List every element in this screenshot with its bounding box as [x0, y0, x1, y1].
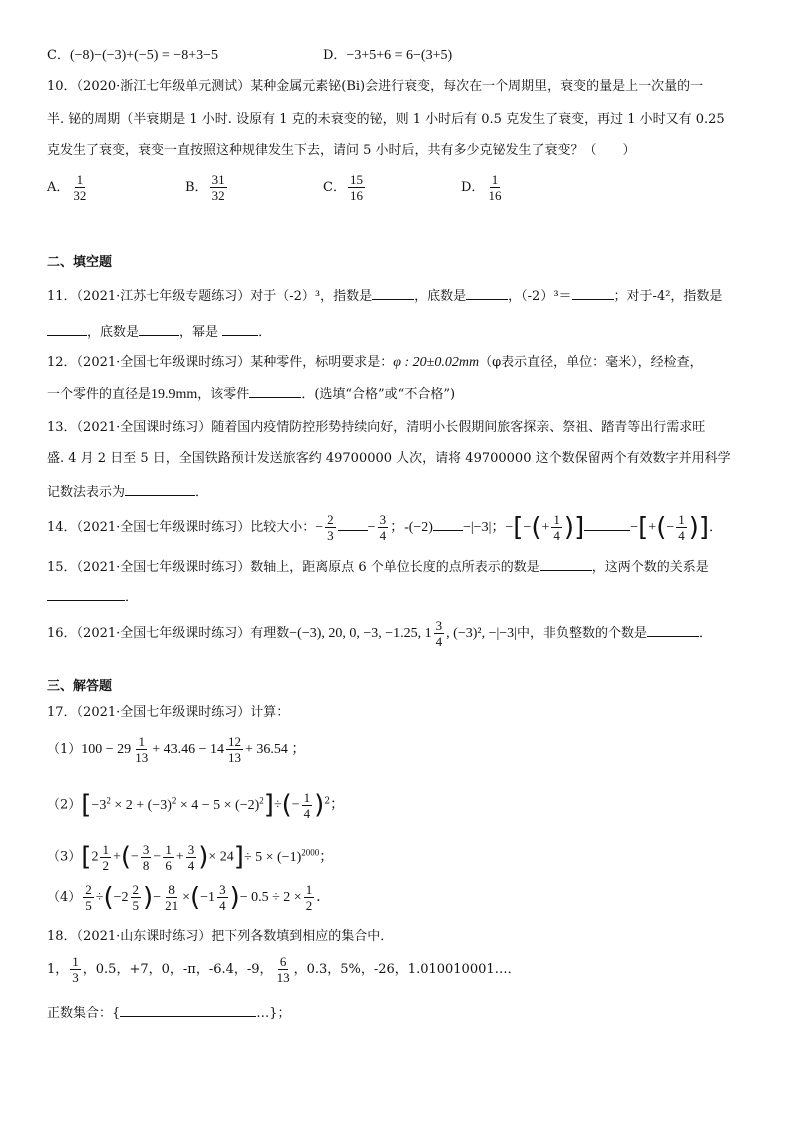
- q13-text: ．: [195, 485, 209, 500]
- part-label: （2）: [47, 797, 82, 813]
- fraction: [676, 512, 687, 543]
- part-label: （3）: [47, 849, 82, 865]
- q15-text: 15．（2021·全国七年级课时练习）数轴上，距离原点 6 个单位长度的点所表示的数是: [47, 560, 540, 575]
- answer-blank[interactable]: [372, 285, 414, 300]
- q17-title: 17．（2021·全国七年级课时练习）计算：: [47, 705, 290, 720]
- q10-option-d: [461, 172, 505, 203]
- option-label: C．: [47, 48, 70, 63]
- numerator: 3: [379, 512, 387, 527]
- q17-part3: （3）[2 $\frac{1}{2}$ +(− $\frac{3}{8}$ − $\frac{1}{6}$ + $\frac{3}{4}$ )× $24]\div 5 \times (-1)^{2000}$；: [47, 841, 334, 873]
- fraction: [325, 512, 336, 543]
- numerator: 1: [76, 172, 84, 187]
- answer-blank[interactable]: [222, 321, 258, 336]
- q9-option-d: [323, 44, 452, 64]
- answer-blank[interactable]: [249, 383, 301, 398]
- q12-text: 12．（2021·全国七年级课时练习）某种零件，标明要求是：: [47, 355, 394, 370]
- q18-text: ，0.5，+7，0，-π，-6.4，-9，: [82, 962, 273, 977]
- q12-text: ．(选填“合格”或“不合格”): [301, 387, 456, 402]
- section-title-fill-in: 二、填空题: [47, 255, 113, 270]
- numerator: 6: [279, 954, 287, 969]
- q18-text: ，0.3，5%，-26，1.010010001…．: [293, 962, 521, 977]
- q11-text: ，底数是: [414, 289, 467, 304]
- q13-line3: [47, 481, 208, 502]
- q15-text: ．: [125, 590, 139, 605]
- q15-line2: [47, 586, 138, 607]
- option-fraction: [71, 172, 88, 203]
- answer-blank[interactable]: [433, 516, 463, 531]
- q10-stem-line3: 克发生了衰变，衰变一直按照这种规律发生下去，请问 5 小时后，共有多少克铋发生了衰变？（ ）: [47, 143, 636, 158]
- option-fraction: [348, 172, 365, 203]
- q12-text: （φ表示直径，单位：毫米），经检查，: [479, 355, 703, 370]
- q16-number-list: −(−3), 20, 0, −3, −1.25, 1: [289, 626, 432, 641]
- answer-blank[interactable]: [540, 556, 592, 571]
- option-fraction: [210, 172, 227, 203]
- q10-option-a: [47, 172, 90, 203]
- answer-blank[interactable]: [125, 481, 195, 496]
- q17-part2: $(2)[-3^2 \times 2 + (-3)^2 \times 4 - 5 \times (-2)^2]\div(-$ $\frac{1}{4}$ )$^2$；: [47, 789, 345, 821]
- q11-text: ；对于-4²，指数是: [613, 289, 723, 304]
- q12-text: ，该零件: [197, 387, 250, 402]
- q18-positive-set: [47, 1002, 291, 1023]
- numerator: 3: [435, 618, 443, 633]
- denominator: 32: [73, 188, 87, 203]
- q16-text: ．: [699, 626, 713, 641]
- q10-option-b: [185, 172, 229, 203]
- q11-text: ．: [258, 325, 272, 340]
- q15-line1: [47, 556, 709, 577]
- q17-part4: （4） $\frac{2}{5}$ ÷(−2 $\frac{2}{5}$ )− $\frac{8}{21}$ ×(−1 $\frac{3}{4}$ )− 0.5 ÷ 2 × $\frac{1}{2}$ ．: [47, 882, 331, 913]
- q14-text: 14．（2021·全国七年级课时练习）比较大小：: [47, 520, 316, 535]
- numerator: 1: [553, 512, 560, 527]
- q18-text: 1，: [47, 962, 69, 977]
- q18-number-list: [47, 952, 521, 988]
- q11-text: ，幂是: [179, 325, 219, 340]
- answer-blank[interactable]: [120, 1002, 256, 1017]
- numerator: 15: [349, 172, 363, 187]
- q11-text: ，底数是: [87, 325, 140, 340]
- option-fraction: [486, 172, 503, 203]
- numerator: 1: [72, 954, 79, 969]
- answer-blank[interactable]: [647, 622, 699, 637]
- q10-stem-line2: 半. 铋的周期（半衰期是 1 小时. 设原有 1 克的未衰变的铋，则 1 小时后有 0.5 克发生了衰变，再过 1 小时又有 0.25: [47, 112, 725, 127]
- answer-blank[interactable]: [139, 321, 179, 336]
- q12-value: 19.9mm: [151, 387, 198, 402]
- q17-part1: （1）100 − 29 $\frac{1}{13}$ + 43.46 − 14 $\frac{12}{13}$ + 36.54 ；: [47, 734, 306, 765]
- q16-text: 中，非负整数的个数是: [517, 626, 648, 641]
- q16-text: 16．（2021·全国七年级课时练习）有理数: [47, 626, 290, 641]
- q14-line: 14．（2021·全国七年级课时练习）比较大小：− $\frac{2}{3}$ − $\frac{3}{4}$ ；-(−2) −|−3|；−[−(+ $\frac{1}{4}$ )] −[+(− $\frac{1}{4}$ )]．: [47, 512, 723, 543]
- numerator: 2: [327, 512, 334, 527]
- part-label: （1）: [47, 742, 82, 757]
- option-label: C．: [323, 180, 346, 195]
- denominator: 16: [349, 188, 363, 203]
- q12-text: 一个零件的直径是: [47, 387, 152, 402]
- q13-line2: 盛. 4 月 2 日至 5 日，全国铁路预计发送旅客约 49700000 人次，请将 49700000 这个数保留两个有效数字并用科学: [47, 451, 731, 466]
- q16-number-list: , (−3)², −|−3|: [446, 626, 517, 641]
- fraction: [551, 512, 562, 543]
- denominator: 3: [327, 528, 334, 543]
- q9-option-c: [47, 44, 218, 64]
- set-label: 正数集合：{: [47, 1006, 121, 1021]
- option-label: B．: [185, 180, 208, 195]
- answer-blank[interactable]: [466, 285, 508, 300]
- option-expression: (−8)−(−3)+(−5) = −8+3−5: [69, 48, 218, 63]
- set-end: …}；: [256, 1006, 291, 1021]
- denominator: 4: [553, 528, 560, 543]
- denominator: 16: [488, 188, 502, 203]
- numerator: 31: [211, 172, 225, 187]
- answer-blank[interactable]: [572, 285, 614, 300]
- numerator: 1: [491, 172, 499, 187]
- option-label: D．: [323, 48, 347, 63]
- option-expression: −3+5+6 = 6−(3+5): [346, 48, 453, 63]
- q14-expr: −|−3|；: [462, 520, 506, 535]
- q12-line2: [47, 383, 455, 404]
- q11-line1: [47, 285, 722, 306]
- q11-line2: [47, 321, 271, 342]
- denominator: 13: [276, 970, 290, 985]
- q16-line: [47, 618, 712, 649]
- denominator: 3: [72, 970, 79, 985]
- q10-stem-line1: 10．（2020·浙江七年级单元测试）某种金属元素铋(Bi)会进行衰变，每次在一个周期里，衰变的量是上一次量的一: [47, 79, 704, 94]
- q13-text: 记数法表示为: [47, 485, 126, 500]
- denominator: 4: [435, 634, 443, 649]
- q13-line1: 13．（2021·全国课时练习）随着国内疫情防控形势持续向好，清明小长假期间旅客探亲、祭祖、踏青等出行需求旺: [47, 420, 706, 435]
- q15-text: ，这两个数的关系是: [591, 560, 709, 575]
- denominator: 32: [211, 188, 225, 203]
- answer-blank[interactable]: [47, 321, 87, 336]
- q12-spec: φ : 20±0.02mm: [393, 355, 480, 370]
- part-label: （4）: [47, 890, 82, 905]
- denominator: 4: [678, 528, 685, 543]
- answer-blank[interactable]: [47, 586, 125, 601]
- q14-expr: ；-(−2): [390, 520, 433, 535]
- denominator: 4: [379, 528, 387, 543]
- q11-text: ，（-2）³＝: [508, 289, 572, 304]
- option-label: A．: [47, 180, 70, 195]
- answer-blank[interactable]: [584, 516, 630, 531]
- fraction: [378, 512, 389, 543]
- answer-blank[interactable]: [338, 516, 368, 531]
- q18-title: 18．（2021·山东课时练习）把下列各数填到相应的集合中．: [47, 929, 394, 944]
- numerator: 1: [678, 512, 685, 527]
- q12-line1: [47, 354, 703, 372]
- fraction: [434, 618, 445, 649]
- section-title-solutions: 三、解答题: [47, 679, 113, 694]
- q11-text: 11．（2021·江苏七年级专题练习）对于（-2）³，指数是: [47, 289, 373, 304]
- q10-option-c: [323, 172, 367, 203]
- option-label: D．: [461, 180, 485, 195]
